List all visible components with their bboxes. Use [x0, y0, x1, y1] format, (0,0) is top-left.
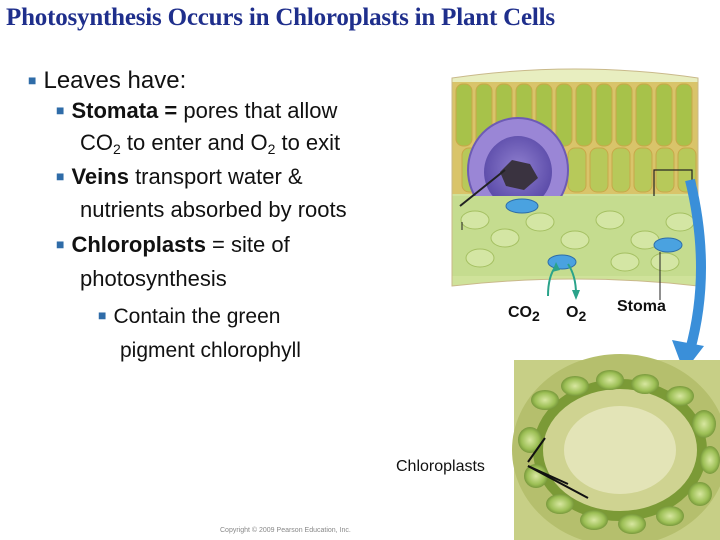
- chloroplasts-text: = site of: [205, 232, 290, 257]
- bullet-veins-line2: nutrients absorbed by roots: [80, 197, 347, 222]
- o2-label: [566, 304, 586, 324]
- subscript: 2: [578, 308, 587, 324]
- bullet-chloroplasts-line2: photosynthesis: [80, 266, 227, 291]
- bullet-square-icon: ■: [56, 102, 65, 118]
- subscript: 2: [113, 141, 121, 157]
- bullet-square-icon: ■: [98, 307, 107, 323]
- co2-text: CO: [80, 130, 113, 155]
- stoma-label: Stoma: [617, 298, 666, 315]
- bullet-square-icon: ■: [56, 236, 65, 252]
- veins-text: transport water &: [128, 164, 303, 189]
- co2-label: [508, 304, 540, 324]
- chloroplast-micrograph: [512, 354, 720, 540]
- copyright-notice: Copyright © 2009 Pearson Education, Inc.: [220, 527, 351, 534]
- stomata-line2-end: to exit: [275, 130, 341, 155]
- stomata-term: Stomata =: [71, 98, 178, 123]
- stomata-line2-text: to enter and O: [120, 130, 268, 155]
- guard-cell: [548, 255, 576, 269]
- guard-cell: [506, 199, 538, 213]
- subscript: 2: [267, 141, 276, 157]
- bullet-leaves-text: Leaves have:: [43, 67, 187, 94]
- bullet-square-icon: ■: [28, 72, 37, 88]
- slide-title: Photosynthesis Occurs in Chloroplasts in Plant Cells: [6, 4, 555, 31]
- stomata-text: pores that allow: [177, 98, 338, 123]
- bullet-contain-line2: pigment chlorophyll: [120, 339, 301, 362]
- co2-label-text: CO: [508, 304, 532, 321]
- contain-text: Contain the green: [113, 305, 281, 328]
- o2-label-text: O: [566, 304, 579, 321]
- chloroplasts-label: Chloroplasts: [396, 458, 485, 475]
- subscript: 2: [532, 308, 540, 324]
- upper-epidermis: [440, 60, 710, 82]
- bullet-square-icon: ■: [56, 168, 65, 184]
- stoma-guard-cell: [654, 238, 682, 252]
- veins-term: Veins: [71, 164, 129, 189]
- leaf-cross-section: [440, 60, 710, 300]
- chloroplasts-term: Chloroplasts: [71, 232, 206, 257]
